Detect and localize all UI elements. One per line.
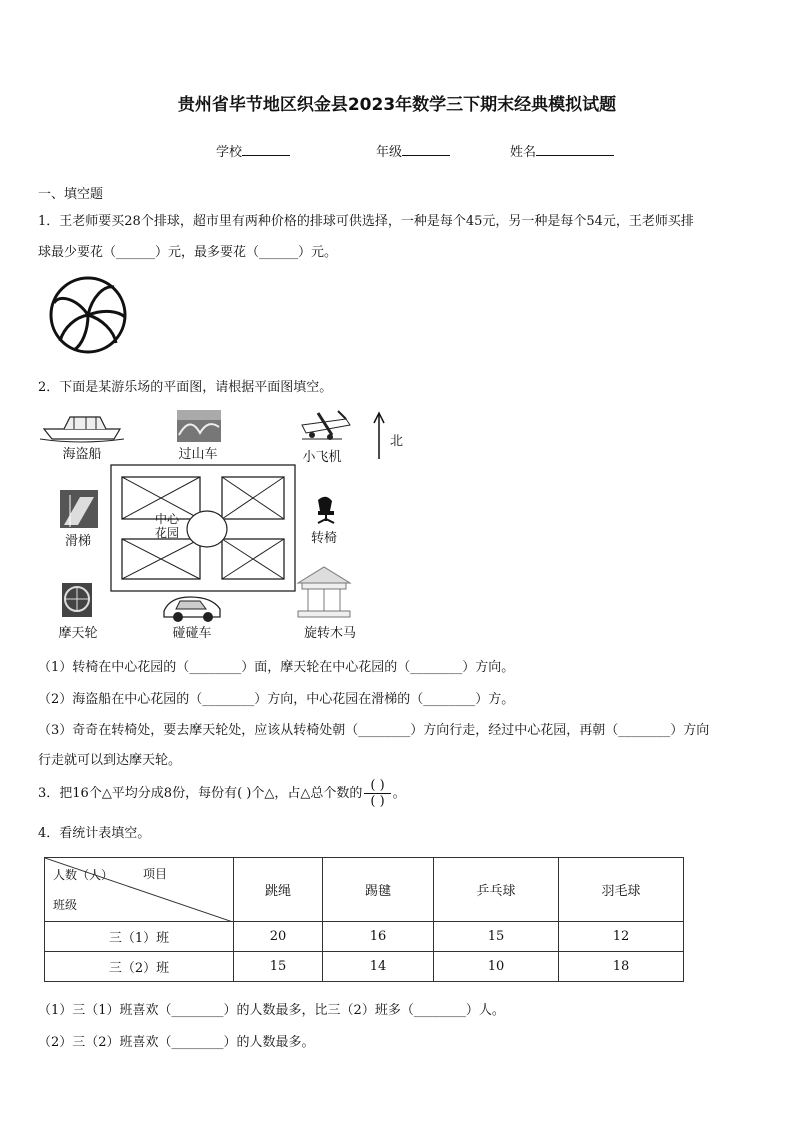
cell: 18 — [559, 952, 684, 982]
q4-sub2: （2）三（2）班喜欢（________）的人数最多。 — [38, 1035, 315, 1050]
corner-class: 班级 — [53, 898, 78, 912]
q2-sub1: （1）转椅在中心花园的（________）面，摩天轮在中心花园的（________）方向。 — [38, 660, 515, 675]
label-carousel: 旋转木马 — [303, 626, 356, 641]
label-plane: 小飞机 — [302, 450, 342, 465]
table-corner-cell — [45, 858, 234, 922]
name-field[interactable] — [510, 141, 614, 160]
cell: 15 — [434, 922, 559, 952]
row-class: 三（1）班 — [45, 922, 234, 952]
center-garden-line1: 中心 — [154, 512, 179, 526]
q2-intro: 2．下面是某游乐场的平面图，请根据平面图填空。 — [38, 380, 333, 395]
label-bumper: 碰碰车 — [172, 626, 212, 641]
col-header: 踢毽 — [323, 858, 434, 922]
q1-line2: 球最少要花（______）元，最多要花（______）元。 — [38, 245, 338, 260]
school-field[interactable] — [216, 141, 290, 160]
cell: 14 — [323, 952, 434, 982]
north-label: 北 — [390, 434, 404, 449]
col-header: 羽毛球 — [559, 858, 684, 922]
row-class: 三（2）班 — [45, 952, 234, 982]
section-heading: 一、填空题 — [38, 187, 104, 202]
carousel-icon — [298, 567, 350, 617]
school-label: 学校 — [216, 145, 243, 160]
stats-table — [44, 857, 684, 982]
q2-sub3-line1: （3）奇奇在转椅处，要去摩天轮处，应该从转椅处朝（________）方向行走，经过中心花园，再朝（________）方向 — [38, 723, 710, 738]
roller-coaster-icon — [177, 410, 221, 442]
label-slide: 滑梯 — [64, 534, 91, 549]
q3-line — [38, 778, 406, 809]
grade-label: 年级 — [376, 145, 403, 160]
label-pirate-ship: 海盗船 — [62, 447, 102, 462]
label-chair: 转椅 — [310, 531, 337, 546]
q3-fraction[interactable] — [364, 778, 390, 809]
corner-item: 项目 — [143, 867, 168, 881]
airplane-icon — [302, 411, 350, 440]
cell: 16 — [323, 922, 434, 952]
cell: 12 — [559, 922, 684, 952]
bumper-car-icon — [164, 597, 220, 622]
label-coaster: 过山车 — [178, 447, 218, 462]
swivel-chair-icon — [318, 497, 334, 523]
volleyball-icon — [48, 275, 128, 355]
q2-sub3-line2: 行走就可以到达摩天轮。 — [38, 753, 182, 768]
cell: 15 — [234, 952, 323, 982]
slide-icon — [60, 490, 98, 528]
center-garden-label — [146, 512, 188, 540]
corner-people: 人数（人） — [53, 868, 114, 882]
name-label: 姓名 — [510, 145, 537, 160]
cell: 20 — [234, 922, 323, 952]
table-row — [45, 952, 684, 982]
north-arrow-icon — [374, 413, 384, 459]
q2-sub2: （2）海盗船在中心花园的（________）方向，中心花园在滑梯的（________）方。 — [38, 692, 515, 707]
q1-line1: 1．王老师要买28个排球，超市里有两种价格的排球可供选择，一种是每个45元，另一种是每个54元，王老师买排 — [38, 214, 694, 229]
q4-intro: 4．看统计表填空。 — [38, 826, 151, 841]
table-row — [45, 922, 684, 952]
center-garden-line2: 花园 — [154, 526, 179, 540]
grade-field[interactable] — [376, 141, 450, 160]
q4-sub1: （1）三（1）班喜欢（________）的人数最多，比三（2）班多（________）人。 — [38, 1003, 505, 1018]
ferris-wheel-icon — [62, 583, 92, 617]
park-map — [40, 405, 420, 645]
label-ferris: 摩天轮 — [58, 626, 98, 641]
pirate-ship-icon — [40, 417, 124, 442]
col-header: 乒乓球 — [434, 858, 559, 922]
q3-text: 3．把16个△平均分成8份，每份有( )个△，占△总个数的 — [38, 786, 363, 801]
q3-end: 。 — [392, 786, 406, 801]
q3-denominator: ( ) — [370, 794, 385, 809]
page-title: 贵州省毕节地区织金县2023年数学三下期末经典模拟试题 — [177, 95, 617, 115]
col-header: 跳绳 — [234, 858, 323, 922]
q3-numerator: ( ) — [364, 778, 390, 794]
cell: 10 — [434, 952, 559, 982]
